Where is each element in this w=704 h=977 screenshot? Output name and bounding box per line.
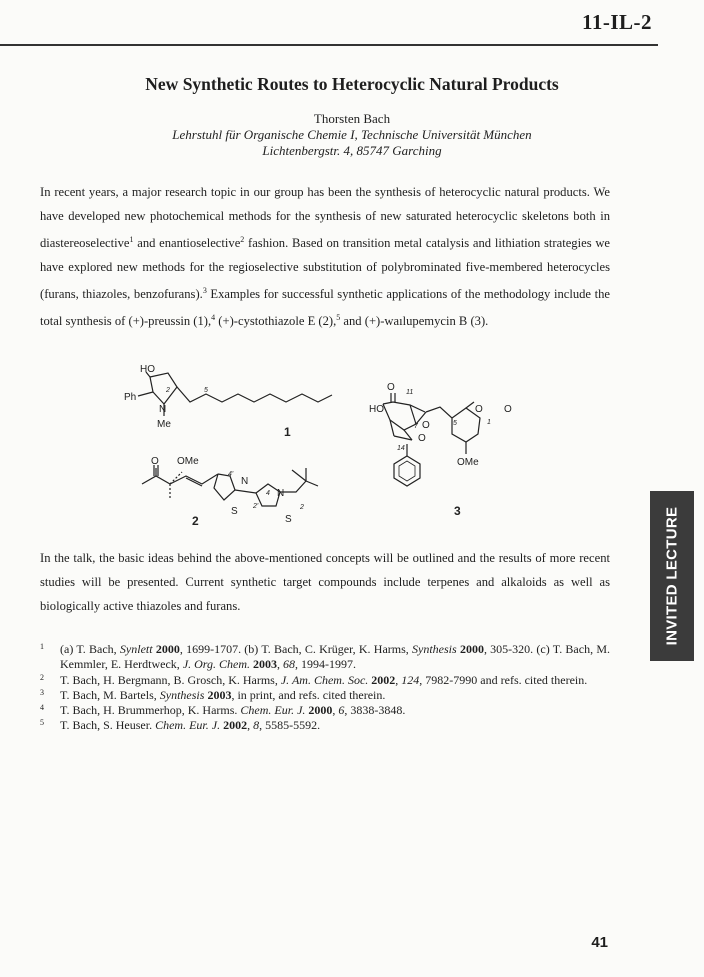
ref-text: , — [395, 672, 402, 687]
compound-label-2: 2 — [192, 514, 199, 528]
references-list — [40, 642, 610, 734]
ref-text: , 3838-3848. — [344, 703, 406, 718]
reference-number: 1 — [40, 642, 44, 651]
ref-year: 2003 — [253, 657, 278, 672]
atom-label: 2 — [300, 504, 304, 511]
ref-year: 2000 — [459, 642, 484, 656]
ref-text: , 1994-1997. — [295, 657, 357, 672]
atom-label: O — [422, 420, 430, 431]
citation-marker: 1 — [129, 235, 134, 244]
atom-label: 5 — [204, 387, 208, 394]
atom-label: OMe — [177, 456, 199, 467]
atom-label: Ph — [124, 392, 137, 403]
atom-label: O — [475, 404, 483, 415]
atom-label: Me — [157, 419, 171, 430]
text-span: In recent years, a major research topic in our group has been the synthesis of heterocyclic natural products. We have developed new photochemical methods for the synthesis of new saturated heterocyclic skeletons both in diastereoselective — [40, 185, 610, 251]
ref-volume: 8 — [253, 718, 260, 733]
ref-journal: Chem. Eur. J. — [240, 703, 306, 718]
author-affiliation-line2: Lichtenbergstr. 4, 85747 Garching — [262, 143, 442, 158]
citation-marker: 5 — [336, 313, 341, 323]
atom-label: O — [418, 433, 426, 444]
text-span: Examples for successful synthetic applications of the methodology include the total synthesis of (+)-preussin (1), — [40, 287, 611, 329]
ref-text: , 305-320. (c) T. Bach, M. Kemmler, E. Herdtweck, — [60, 642, 610, 672]
ref-volume: 68 — [283, 657, 296, 672]
abstract-paragraph-1 — [40, 180, 610, 334]
ref-text: T. Bach, H. Brummerhop, K. Harms. — [60, 703, 241, 718]
ref-text: , 1699-1707. (b) T. Bach, C. Krüger, K. Harms, — [179, 642, 413, 656]
ref-volume: 124 — [401, 672, 420, 687]
atom-label: O — [387, 382, 395, 393]
reference-number: 5 — [40, 718, 44, 728]
ref-text: T. Bach, M. Bartels, — [60, 687, 160, 702]
reference-item — [40, 718, 610, 733]
atom-label: OMe — [457, 457, 479, 468]
ref-text: , — [247, 718, 254, 733]
ref-year: 2003 — [207, 687, 232, 702]
reference-item — [40, 688, 610, 703]
ref-text: , 7982-7990 and refs. cited therein. — [419, 672, 588, 687]
ref-text: (a) T. Bach, — [60, 642, 120, 656]
atom-label: O — [504, 404, 512, 415]
reference-number: 4 — [40, 703, 44, 713]
atom-label: 14 — [397, 445, 405, 452]
abstract-paragraph-2: In the talk, the basic ideas behind the above-mentioned concepts will be outlined and the results of more recent studies will be presented. Current synthetic target compounds include terpenes and alkaloids as well as biologically active thiazoles and furans. — [40, 551, 610, 613]
ref-year: 2002 — [371, 672, 396, 687]
paper-title: New Synthetic Routes to Heterocyclic Natural Products — [145, 74, 559, 94]
ref-journal: J. Am. Chem. Soc. — [280, 672, 369, 687]
compound-label-3: 3 — [454, 504, 461, 518]
document-code: 11-IL-2 — [581, 10, 652, 34]
ref-year: 2000 — [155, 642, 180, 656]
ref-journal: Synthesis — [159, 687, 205, 702]
ref-volume: 6 — [338, 703, 345, 718]
author-block — [0, 111, 704, 159]
text-span: and enantioselective — [133, 236, 241, 251]
ref-text: , — [332, 703, 339, 718]
ref-year: 2000 — [308, 703, 333, 718]
ref-journal: J. Org. Chem. — [182, 657, 251, 672]
atom-label: 1 — [487, 419, 491, 426]
invited-lecture-tab — [650, 491, 694, 661]
reference-number: 2 — [40, 672, 44, 682]
atom-label: 7 — [414, 423, 418, 430]
atom-label: S — [285, 514, 292, 525]
citation-marker: 2 — [240, 235, 245, 244]
chemical-structures-figure — [120, 360, 550, 532]
reference-item — [40, 703, 610, 718]
atom-label: N — [241, 476, 249, 487]
side-tab-label: INVITED LECTURE — [663, 506, 681, 646]
text-span: fashion. Based on transition metal catalysis and lithiation strategies we have explored new methods for the regioselective substitution of polybrominated five-membered heterocycles (furans, thiazoles, benzofurans). — [40, 236, 611, 302]
reference-item — [40, 673, 610, 688]
atom-label: 2 — [166, 387, 170, 394]
text-span: (+)-cystothiazole E (2), — [215, 314, 337, 329]
ref-journal: Chem. Eur. J. — [155, 718, 221, 733]
author-name: Thorsten Bach — [313, 111, 391, 126]
atom-label: 4 — [266, 490, 270, 497]
reference-number: 3 — [40, 687, 44, 697]
page-number: 41 — [591, 934, 608, 951]
citation-marker: 4 — [211, 313, 216, 323]
atom-label: 11 — [406, 389, 414, 396]
ref-year: 2002 — [223, 718, 248, 733]
ref-text: T. Bach, S. Heuser. — [60, 718, 156, 733]
atom-label: S — [231, 506, 238, 517]
atom-label: N — [277, 488, 285, 499]
citation-marker: 3 — [202, 286, 207, 296]
atom-label: 5 — [453, 420, 457, 427]
ref-journal: Synlett — [119, 642, 153, 656]
atom-label: N — [159, 404, 167, 415]
text-span: and (+)-waılupemycin B (3). — [340, 314, 489, 329]
author-affiliation-line1: Lehrstuhl für Organische Chemie I, Technische Universität München — [172, 127, 532, 142]
atom-label: HO — [369, 404, 384, 415]
ref-text: , — [277, 657, 284, 672]
atom-label: 2' — [253, 503, 259, 510]
atom-label: HO — [140, 364, 155, 375]
atom-label: 4' — [228, 471, 234, 478]
ref-journal: Synthesis — [412, 642, 457, 656]
ref-text: T. Bach, H. Bergmann, B. Grosch, K. Harms, — [60, 672, 281, 687]
header-rule — [0, 44, 658, 46]
compound-label-1: 1 — [284, 425, 291, 439]
atom-label: O — [151, 456, 159, 467]
ref-text: , 5585-5592. — [259, 718, 321, 733]
ref-text: , in print, and refs. cited therein. — [231, 687, 386, 702]
reference-item — [40, 642, 610, 673]
